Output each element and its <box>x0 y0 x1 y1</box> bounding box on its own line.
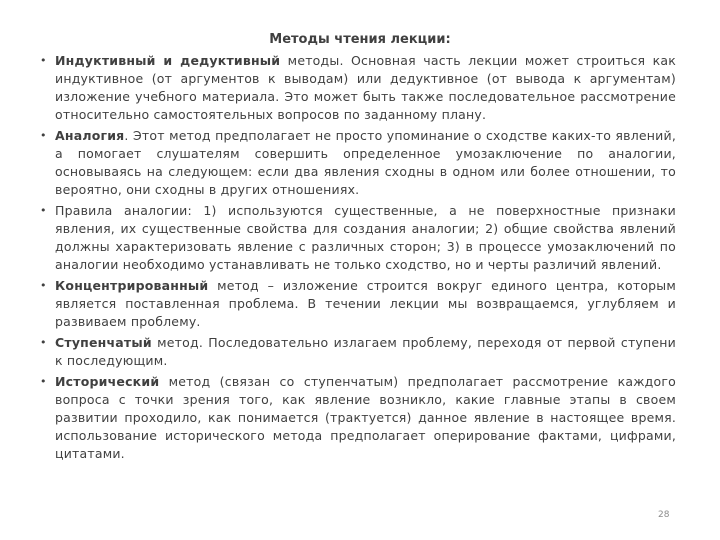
item-term: Исторический <box>55 374 160 389</box>
list-item-analogy <box>40 127 676 199</box>
item-description: метод (связан со ступенчатым) предполагает рассмотрение каждого вопроса с точки зрения того, как явление возникло, какие главные этапы в своем развитии проходило, как понимается (трактуется) данное явление в настоящее время. использование исторического метода предполагает оперирование фактами, цифрами, цитатами. <box>55 374 676 461</box>
item-description: методы. Основная часть лекции может строиться как индуктивное (от аргументов к выводам) или дедуктивное (от вывода к аргументам) изложение учебного материала. Это может быть также последовательное рассмотрение относительно самостоятельных вопросов по заданному плану. <box>55 53 677 122</box>
list-item-text <box>55 52 676 124</box>
item-description: Правила аналогии: 1) используются существенные, а не поверхностные признаки явления, их существенные свойства для создания аналогии; 2) общие свойства явлений должны характеризовать явление с различных сторон; 3) в процессе умозаключений по аналогии необходимо устанавливать не только сходство, но и черты различий явлений. <box>55 203 676 272</box>
list-item-inductive-deductive <box>40 52 676 124</box>
page-number: 28 <box>658 510 670 520</box>
slide-title: Методы чтения лекции: <box>269 32 451 47</box>
item-term: Аналогия <box>55 128 125 143</box>
methods-list <box>40 52 676 466</box>
list-item-historical <box>40 373 676 463</box>
list-item-analogy-rules <box>40 202 676 274</box>
item-description: метод – изложение строится вокруг единого центра, которым является поставленная проблема. В течении лекции мы возвращаемся, углубляем и развиваем проблему. <box>55 278 676 329</box>
item-term: Концентрированный <box>55 278 209 293</box>
list-item-stepwise <box>40 334 676 370</box>
bullet-icon: • <box>40 54 47 67</box>
list-item-concentrated <box>40 277 676 331</box>
list-item-text <box>55 127 676 199</box>
item-description: . Этот метод предполагает не просто упоминание о сходстве каких-то явлений, а помогает слушателям совершить определенное умозаключение по аналогии, основываясь на следующем: если два явления сходны в одном или более отношении, то вероятно, они сходны в других отношениях. <box>55 128 676 197</box>
list-item-text <box>55 277 676 331</box>
item-term: Индуктивный и дедуктивный <box>55 53 281 68</box>
list-item-text <box>55 334 676 370</box>
list-item-text <box>55 373 676 463</box>
bullet-icon: • <box>40 279 47 292</box>
bullet-icon: • <box>40 129 47 142</box>
list-item-text <box>55 202 676 274</box>
item-term: Ступенчатый <box>55 335 152 350</box>
bullet-icon: • <box>40 204 47 217</box>
bullet-icon: • <box>40 336 47 349</box>
bullet-icon: • <box>40 375 47 388</box>
item-description: метод. Последовательно излагаем проблему, переходя от первой ступени к последующим. <box>55 335 676 368</box>
